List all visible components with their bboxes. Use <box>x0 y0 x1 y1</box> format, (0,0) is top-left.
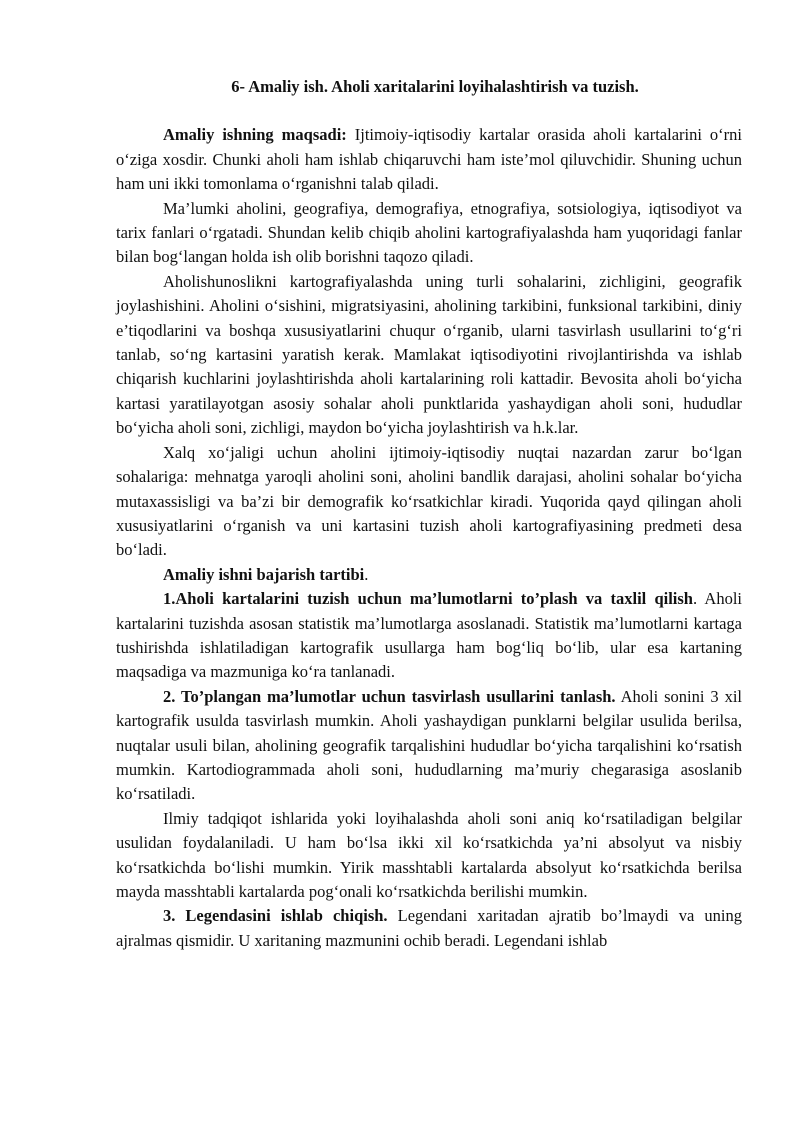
step-2-heading: 2. To’plangan ma’lumotlar uchun tasvirlash usullarini tanlash. <box>163 686 616 706</box>
step-2-text: Aholi sonini 3 xil kartografik usulda tasvirlash mumkin. Aholi yashaydigan punklarni belgilar usulida berilsa, nuqtalar usuli bilan, aholining geografik tarqalishini hududlar bo‘yicha tarqalishini ko‘rsatish mumkin. Kartodiogrammada aholi soni, hududlarning ma’muriy chegarasiga asoslanib ko‘rsatiladi. <box>116 686 742 804</box>
procedure-dot: . <box>364 564 369 584</box>
purpose-heading: Amaliy ishning maqsadi: <box>163 125 347 145</box>
paragraph-step-3 <box>116 904 742 953</box>
paragraph-step-2 <box>116 685 742 807</box>
paragraph-step-1 <box>116 587 742 685</box>
page-title: 6- Amaliy ish. Aholi xaritalarini loyihalashtirish va tuzish. <box>231 77 639 96</box>
paragraph-3: Aholishunoslikni kartografiyalashda uning turli sohalarini, zichligini, geografik joylashishini. Aholini o‘sishini, migratsiyasini, aholining tarkibini, funksional tarkibini, diniy e’tiqodlarini va boshqa xususiyatlarini chuqur o‘rganib, ularni tasvirlash usullarini to‘g‘ri tanlab, so‘ng kartasini yaratish kerak. Mamlakat iqtisodiyotini rivojlantirishda va ishlab chiqarish kuchlarini joylashtirishda aholi kartalarining roli kattadir. Bevosita aholi bo‘yicha kartasi yaratilayotgan asosiy sohalar aholi punktlarida yashaydigan aholi soni, hududlar bo‘yicha aholi soni, zichligi, maydon bo‘yicha joylashtirish va h.k.lar. <box>116 271 742 438</box>
step-3-heading: 3. Legendasini ishlab chiqish. <box>163 906 388 926</box>
step-3-text: Legendani xaritadan ajratib bo’lmaydi va uning ajralmas qismidir. U xaritaning mazmunini ochib beradi. Legendani ishlab <box>116 906 742 950</box>
step-1-heading: 1.Aholi kartalarini tuzish uchun ma’lumotlarni to’plash va taxlil qilish <box>163 589 693 609</box>
procedure-heading: Amaliy ishni bajarish tartibi <box>163 564 365 584</box>
paragraph-4: Xalq xo‘jaligi uchun aholini ijtimoiy-iqtisodiy nuqtai nazardan zarur bo‘lgan sohalariga: mehnatga yaroqli aholini soni, aholini bandlik darajasi, aholini sohalar bo‘yicha mutaxassisligi va ba’zi bir demografik ko‘rsatkichlar kiradi. Yuqorida qayd qilingan aholi xususiyatlarini o‘rganish va uni kartasini tuzish aholi kartografiyasining predmeti desa bo‘ladi. <box>116 442 742 560</box>
paragraph-procedure <box>116 563 742 587</box>
paragraph-2: Ma’lumki aholini, geografiya, demografiya, etnografiya, sotsiologiya, iqtisodiyot va tarix fanlari o‘rgatadi. Shundan kelib chiqib aholini kartografiyalashda ham yuqoridagi fanlar bilan bog‘langan holda ish olib borishni taqozo qiladi. <box>116 198 742 267</box>
purpose-text: Ijtimoiy-iqtisodiy kartalar orasida aholi kartalarini o‘rni o‘ziga xosdir. Chunki aholi ham ishlab chiqaruvchi ham iste’mol qiluvchidir. Shuning uchun ham uni ikki tomonlama o‘rganishni talab qiladi. <box>116 125 743 194</box>
paragraph-purpose <box>116 123 742 196</box>
paragraph-8: Ilmiy tadqiqot ishlarida yoki loyihalashda aholi soni aniq ko‘rsatiladigan belgilar usulidan foydalaniladi. U ham bo‘lsa ikki xil ko‘rsatkichda ya’ni absolyut va nisbiy ko‘rsatkichda bo‘lishi mumkin. Yirik masshtabli kartalarda absolyut ko‘rsatkichda berilsa mayda masshtabli kartalarda pog‘onali ko‘rsatkichda berilishi mumkin. <box>116 808 742 901</box>
step-1-text: . Aholi kartalarini tuzishda asosan statistik ma’lumotlarga asoslanadi. Statistik ma’lumotlarni kartaga tushirishda ishlatiladigan kartografik usullarga ham bog‘liq bo‘lib, ular esa kartaning maqsadiga va mazmuniga ko‘ra tanlanadi. <box>116 589 742 682</box>
